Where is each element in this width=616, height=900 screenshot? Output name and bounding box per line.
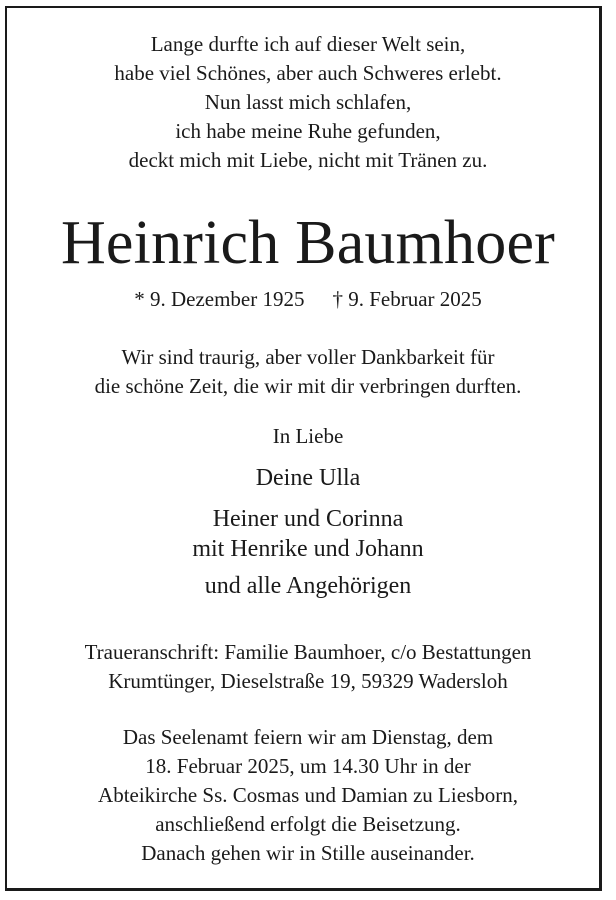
death-date: † 9. Februar 2025 <box>332 287 482 311</box>
family-member: Deine Ulla <box>255 465 361 491</box>
service-line: anschließend erfolgt die Beisetzung. <box>155 812 461 836</box>
gratitude-line: die schöne Zeit, die wir mit dir verbringen durften. <box>94 374 522 398</box>
family-member: mit Henrike und Johann <box>192 536 424 562</box>
service-line: Danach gehen wir in Stille auseinander. <box>141 841 475 865</box>
gratitude-line: Wir sind traurig, aber voller Dankbarkeit für <box>121 345 495 369</box>
family-member: Heiner und Corinna <box>212 506 404 532</box>
service-line: Das Seelenamt feiern wir am Dienstag, dem <box>122 725 494 749</box>
poem-line: ich habe meine Ruhe gefunden, <box>175 119 441 143</box>
family-member: und alle Angehörigen <box>204 573 412 599</box>
in-liebe-label: In Liebe <box>272 424 344 448</box>
service-line: 18. Februar 2025, um 14.30 Uhr in der <box>145 754 471 778</box>
service-info <box>0 723 616 868</box>
life-dates <box>0 285 616 313</box>
poem-line: habe viel Schönes, aber auch Schweres erlebt. <box>114 61 502 85</box>
poem-line: Lange durfte ich auf dieser Welt sein, <box>150 32 466 56</box>
address-line: Traueranschrift: Familie Baumhoer, c/o Bestattungen <box>84 640 532 664</box>
poem-line: Nun lasst mich schlafen, <box>204 90 412 114</box>
birth-date: * 9. Dezember 1925 <box>134 287 305 311</box>
address-line: Krumtünger, Dieselstraße 19, 59329 Wadersloh <box>108 669 508 693</box>
gratitude-text <box>0 343 616 401</box>
deceased-name: Heinrich Baumhoer <box>60 209 556 277</box>
poem-line: deckt mich mit Liebe, nicht mit Tränen zu. <box>128 148 488 172</box>
family-group <box>0 504 616 564</box>
service-line: Abteikirche Ss. Cosmas und Damian zu Liesborn, <box>98 783 518 807</box>
poem <box>0 30 616 175</box>
mourning-address <box>0 638 616 696</box>
